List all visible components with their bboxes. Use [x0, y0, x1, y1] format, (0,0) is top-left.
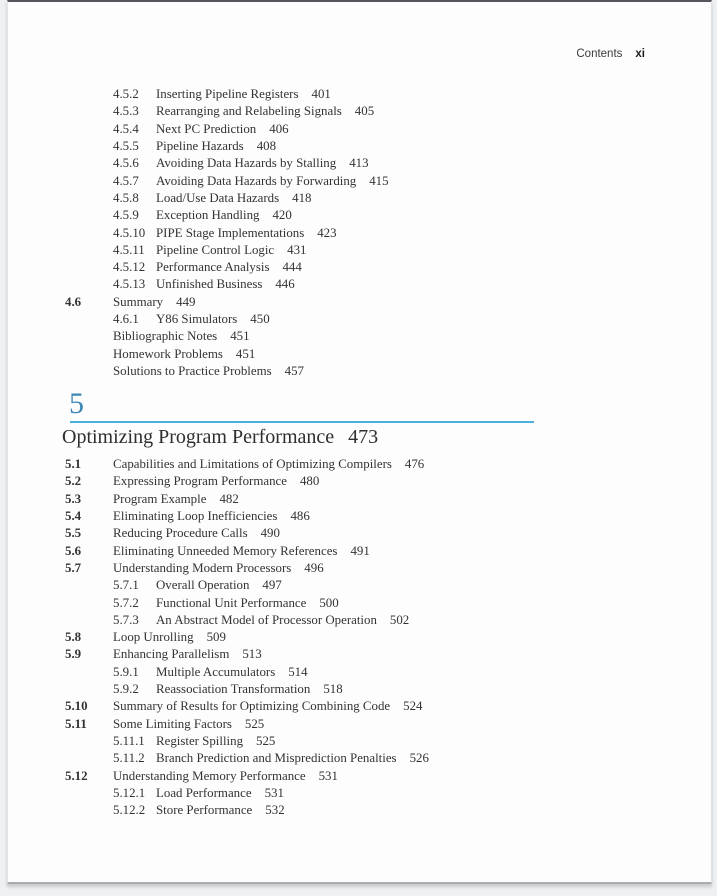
toc-entry: [65, 311, 625, 328]
toc-entry-page: 444: [282, 260, 302, 275]
toc-entry: [65, 103, 625, 120]
toc-entry-title: Eliminating Loop Inefficiencies: [113, 508, 278, 523]
toc-entry-page: 490: [260, 526, 280, 541]
toc-entry-page: 486: [290, 508, 310, 523]
toc-entry-title: Summary: [113, 294, 164, 309]
toc-entry-number: 5.12.1: [113, 785, 146, 800]
toc-entry: [65, 577, 625, 594]
toc-entry: [65, 259, 625, 276]
toc-entry-title: PIPE Stage Implementations: [156, 225, 305, 240]
toc-entry-page: 482: [219, 491, 239, 506]
toc-entry-page: 401: [311, 87, 331, 101]
toc-entry: [65, 733, 625, 750]
toc-entry-title: An Abstract Model of Processor Operation: [156, 612, 377, 627]
toc-entry-page: 497: [262, 578, 282, 593]
toc-entry: [65, 750, 625, 767]
toc-entry: [65, 346, 625, 363]
toc-entry: [65, 543, 625, 560]
toc-entry: [65, 242, 625, 259]
toc-entry-title: Branch Prediction and Misprediction Penalties: [156, 751, 397, 766]
toc-entry-page: 525: [244, 716, 265, 731]
toc-entry: [65, 86, 625, 103]
toc-entry-page: 526: [409, 751, 429, 766]
toc-entry-page: 476: [404, 457, 425, 471]
toc-entry: [65, 363, 625, 380]
toc-entry-page: 502: [389, 612, 410, 627]
toc-entry-title: Capabilities and Limitations of Optimizing Compilers: [113, 457, 392, 471]
document-page: [7, 0, 712, 884]
toc-entry: [65, 768, 625, 785]
toc-entry-title: Expressing Program Performance: [113, 474, 287, 489]
toc-entry: [65, 716, 625, 733]
toc-entry-page: 509: [206, 630, 226, 645]
toc-entry-title: Understanding Memory Performance: [113, 768, 306, 783]
toc-entry: [65, 328, 625, 345]
toc-entry: [65, 612, 625, 629]
toc-entry-title: Multiple Accumulators: [156, 664, 276, 679]
toc-entry: [65, 629, 625, 646]
toc-entry-number: 4.6: [65, 294, 82, 309]
toc-entry-number: 4.5.9: [113, 208, 139, 223]
toc-entry-number: 5.8: [65, 630, 82, 645]
toc-entry-number: 5.11.2: [113, 751, 145, 766]
toc-entry-title: Exception Handling: [156, 208, 260, 223]
toc-entry-page: 415: [369, 173, 389, 188]
toc-entry: [65, 508, 625, 525]
toc-entry-page: 457: [284, 364, 304, 378]
toc-entry-title: Performance Analysis: [156, 260, 270, 275]
toc-entry-number: 4.5.4: [113, 121, 139, 136]
toc-entry-title: Unfinished Business: [156, 277, 263, 292]
toc-entry-title: Next PC Prediction: [156, 121, 257, 136]
toc-entry-title: Load Performance: [156, 785, 252, 800]
toc-entry-title: Inserting Pipeline Registers: [156, 87, 299, 101]
toc-entry-page: 514: [288, 664, 308, 679]
toc-entry-title: Pipeline Control Logic: [156, 242, 275, 257]
toc-entry-number: 4.5.2: [113, 87, 139, 101]
toc-entry-number: 4.6.1: [113, 312, 139, 327]
toc-entry-number: 5.9.2: [113, 682, 139, 697]
toc-entry-title: Summary of Results for Optimizing Combining Code: [113, 699, 391, 714]
toc-entry-title: Store Performance: [156, 803, 253, 818]
toc-entry-title: Homework Problems: [113, 346, 223, 361]
toc-entry-page: 491: [350, 543, 370, 558]
toc-entry-number: 5.11: [65, 716, 87, 731]
toc-entry-title: Enhancing Parallelism: [113, 647, 230, 662]
page-number-roman: xi: [635, 48, 645, 60]
toc-entry-page: 408: [256, 138, 277, 153]
toc-entry-number: 5.7: [65, 560, 82, 575]
toc-entry-title: Load/Use Data Hazards: [156, 190, 280, 205]
toc-entry-page: 496: [304, 560, 324, 575]
toc-entry-page: 451: [230, 329, 250, 344]
toc-entry-title: Eliminating Unneeded Memory References: [113, 543, 338, 558]
chapter-number: 5: [69, 387, 84, 420]
toc-entry-page: 418: [292, 190, 312, 205]
toc-entry: [65, 155, 625, 172]
toc-entry-title: Avoiding Data Hazards by Forwarding: [156, 173, 357, 188]
toc-entry-page: 513: [242, 647, 262, 662]
toc-entry-page: 405: [354, 104, 375, 119]
toc-entry: [65, 225, 625, 242]
toc-entry-number: 5.7.1: [113, 578, 139, 593]
toc-entry-number: 4.5.10: [113, 225, 146, 240]
toc-entry-title: Pipeline Hazards: [156, 138, 244, 153]
toc-entry-number: 5.4: [65, 508, 82, 523]
toc-entry: [65, 138, 625, 155]
toc-entry-number: 5.12.2: [113, 803, 146, 818]
toc-entry-number: 4.5.11: [113, 242, 145, 257]
toc-entry: [65, 294, 625, 311]
toc-entry-number: 5.1: [65, 457, 82, 471]
toc-entry-number: 5.5: [65, 526, 82, 541]
toc-chapter5: [65, 456, 625, 820]
toc-entry-page: 480: [299, 474, 320, 489]
toc-entry: [65, 190, 625, 207]
toc-entry-page: 431: [287, 242, 307, 257]
toc-entry-title: Rearranging and Relabeling Signals: [156, 104, 342, 119]
toc-entry-number: 4.5.13: [113, 277, 146, 292]
toc-entry-page: 406: [269, 121, 289, 136]
chapter-title-text: Optimizing Program Performance: [62, 426, 335, 448]
toc-entry: [65, 276, 625, 293]
toc-entry: [65, 785, 625, 802]
toc-entry-title: Register Spilling: [156, 734, 244, 748]
toc-entry-page: 532: [265, 803, 285, 818]
toc-entry-title: Y86 Simulators: [156, 312, 238, 327]
toc-entry-number: 5.9.1: [113, 664, 139, 679]
toc-entry-page: 423: [317, 225, 337, 240]
toc-entry-title: Overall Operation: [156, 578, 250, 593]
toc-entry-number: 5.6: [65, 543, 82, 558]
toc-entry-page: 500: [319, 595, 339, 610]
toc-entry-number: 4.5.3: [113, 104, 139, 119]
toc-entry-page: 451: [235, 346, 256, 361]
toc-entry-number: 5.11.1: [113, 734, 145, 748]
toc-entry-title: Some Limiting Factors: [113, 716, 232, 731]
toc-entry-title: Reassociation Transformation: [156, 682, 311, 697]
toc-entry-page: 531: [318, 768, 338, 783]
toc-entry: [65, 560, 625, 577]
toc-entry: [65, 681, 625, 698]
toc-entry: [65, 173, 625, 190]
running-header: [576, 48, 645, 60]
toc-entry: [65, 664, 625, 681]
toc-entry-number: 5.12: [65, 768, 88, 783]
toc-entry-page: 518: [323, 682, 343, 697]
toc-entry-number: 4.5.5: [113, 138, 139, 153]
toc-entry: [65, 595, 625, 612]
toc-entry: [65, 802, 625, 819]
toc-entry: [65, 207, 625, 224]
toc-entry-page: 525: [256, 734, 276, 748]
toc-entry-title: Loop Unrolling: [113, 630, 194, 645]
toc-entry: [65, 473, 625, 490]
toc-entry-number: 4.5.7: [113, 173, 139, 188]
toc-entry-number: 5.10: [65, 699, 88, 714]
toc-entry-number: 5.2: [65, 474, 82, 489]
toc-entry-title: Functional Unit Performance: [156, 595, 307, 610]
toc-entry-number: 4.5.8: [113, 190, 139, 205]
toc-entry-page: 449: [176, 294, 196, 309]
toc-entry-number: 5.7.3: [113, 612, 139, 627]
toc-chapter4-continuation: [65, 86, 625, 380]
toc-entry-title: Reducing Procedure Calls: [113, 526, 248, 541]
toc-entry-page: 413: [349, 156, 369, 171]
toc-entry: [65, 456, 625, 473]
toc-entry-title: Solutions to Practice Problems: [113, 364, 272, 378]
chapter-title: [62, 425, 378, 449]
toc-entry-number: 4.5.6: [113, 156, 139, 171]
toc-entry: [65, 525, 625, 542]
toc-entry: [65, 646, 625, 663]
toc-entry-title: Bibliographic Notes: [113, 329, 218, 344]
toc-entry-number: 5.7.2: [113, 595, 139, 610]
toc-entry: [65, 491, 625, 508]
toc-entry-title: Understanding Modern Processors: [113, 560, 292, 575]
toc-entry: [65, 698, 625, 715]
toc-entry: [65, 121, 625, 138]
chapter-start-page: 473: [348, 426, 379, 448]
toc-entry-title: Program Example: [113, 491, 207, 506]
toc-entry-number: 4.5.12: [113, 260, 146, 275]
toc-entry-number: 5.9: [65, 647, 82, 662]
toc-entry-page: 531: [264, 785, 284, 800]
toc-entry-page: 420: [272, 208, 292, 223]
toc-entry-page: 446: [275, 277, 295, 292]
chapter-rule: [70, 421, 534, 423]
toc-entry-page: 524: [403, 699, 423, 714]
toc-entry-number: 5.3: [65, 491, 82, 506]
running-header-label: Contents: [576, 48, 623, 60]
toc-entry-title: Avoiding Data Hazards by Stalling: [156, 156, 337, 171]
toc-entry-page: 450: [250, 312, 270, 327]
